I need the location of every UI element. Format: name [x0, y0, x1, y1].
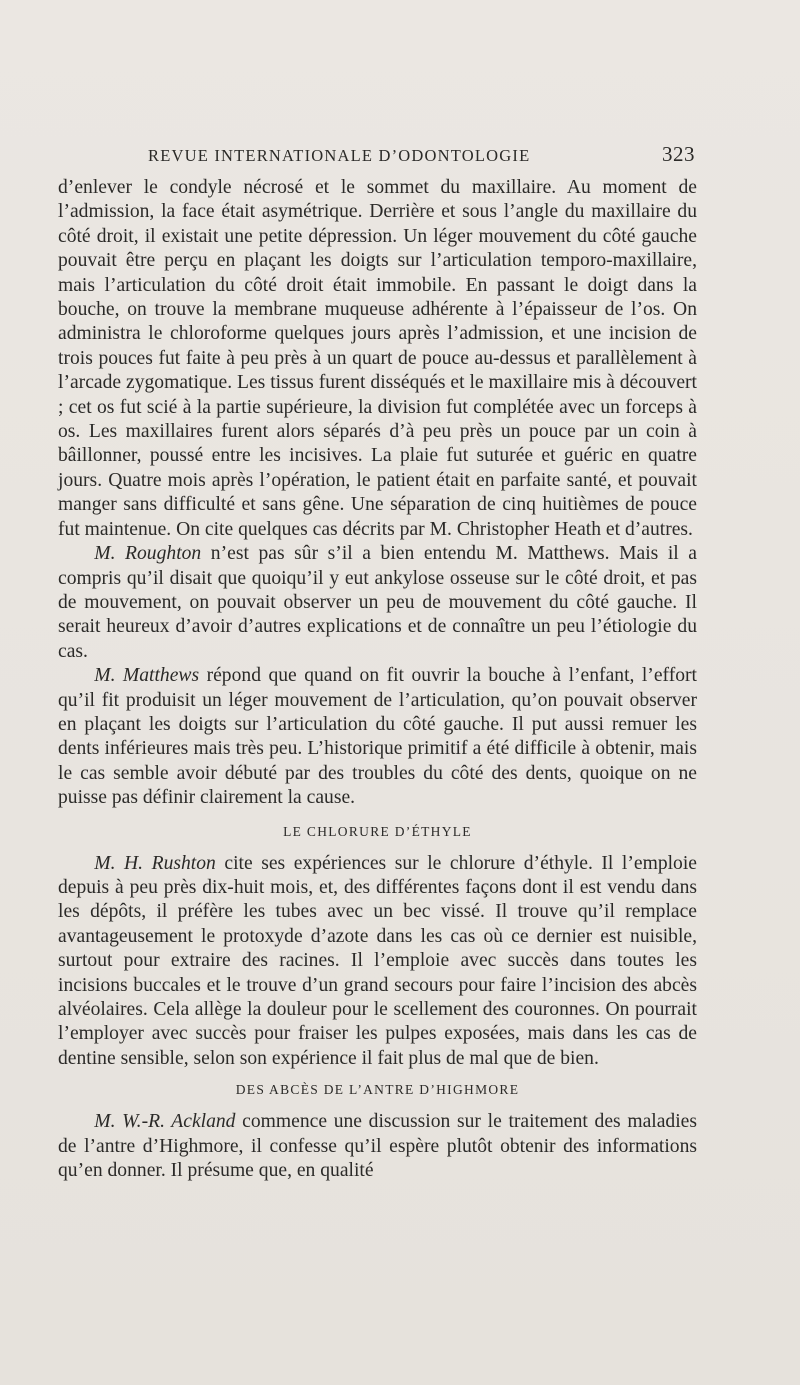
- speaker-name: M. H. Rushton: [94, 852, 216, 874]
- section-heading-chlorure: LE CHLORURE D’ÉTHYLE: [283, 823, 472, 839]
- running-head: [148, 142, 695, 170]
- paragraph-text: n’est pas sûr s’il a bien entendu M. Matthews. Mais il a compris qu’il disait que quoiqu’il y eut ankylose osseuse sur le côté droit, et pas de mouvement, on pouvait observer un peu de mouvement du côté gauche. Il serait heureux d’avoir d’autres explications et de connaître un peu l’étiologie du cas.: [58, 543, 697, 662]
- paragraph-text: cite ses expériences sur le chlorure d’éthyle. Il l’emploie depuis à peu près dix-huit mois, et, des différentes façons dont il est vendu dans les dépôts, il préfère les tubes avec un bec vissé. Il trouve qu’il remplace avantageusement le protoxyde d’azote dans les cas où ce dernier est nuisible, surtout pour extraire des racines. Il l’emploie avec succès dans toutes les incisions buccales et le trouve d’un grand secours pour faire l’incision des abcès alvéolaires. Cela allège la douleur pour le scellement des couronnes. On pourrait l’employer avec succès pour fraiser les pulpes exposées, mais dans les cas de dentine sensible, selon son expérience il fait plus de mal que de bien.: [58, 852, 697, 1069]
- body-text: [58, 176, 697, 1183]
- section-heading-abces: DES ABCÈS DE L’ANTRE D’HIGHMORE: [235, 1082, 520, 1098]
- speaker-name: M. W.-R. Ackland: [94, 1111, 236, 1133]
- paragraph-rushton: [58, 852, 697, 1072]
- journal-title: REVUE INTERNATIONALE D’ODONTOLOGIE: [148, 146, 531, 165]
- paragraph-matthews: [58, 664, 697, 810]
- page-number: 323: [662, 142, 695, 166]
- paragraph-text: répond que quand on fit ouvrir la bouche à l’enfant, l’effort qu’il fit produisit un léger mouvement de l’articulation, qu’on pouvait observer en plaçant les doigts sur l’articulation du côté gauche. Il put aussi remuer les dents inférieures mais très peu. L’historique primitif a été difficile à obtenir, mais le cas semble avoir débuté par des troubles du côté des dents, quoique on ne puisse pas définir clairement la cause.: [58, 665, 697, 809]
- paragraph-ackland: [58, 1110, 697, 1183]
- paragraph-continuation: d’enlever le condyle nécrosé et le sommet du maxillaire. Au moment de l’admission, la face était asymétrique. Derrière et sous l’angle du maxillaire du côté droit, il existait une petite dépression. Un léger mouvement du côté gauche pouvait être perçu en plaçant les doigts sur l’articulation temporo-maxillaire, mais l’articulation du côté droit était immobile. En passant le doigt dans la bouche, on trouve la membrane muqueuse adhérente à l’épaisseur de l’os. On administra le chloroforme quelques jours après l’admission, et une incision de trois pouces fut faite à peu près à un quart de pouce au-dessus et parallèlement à l’arcade zygomatique. Les tissus furent disséqués et le maxillaire mis à découvert ; cet os fut scié à la partie supérieure, la division fut complétée avec un forceps à os. Les maxillaires furent alors séparés d’à peu près un pouce par un coin à bâillonner, poussé entre les incisives. La plaie fut suturée et guéric en quatre jours. Quatre mois après l’opération, le patient était en parfaite santé, et pouvait manger sans difficulté et sans gêne. Une séparation de cinq huitièmes de pouce fut maintenue. On cite quelques cas décrits par M. Christopher Heath et d’autres.: [58, 177, 697, 540]
- paragraph-roughton: [58, 542, 697, 664]
- paragraph-text: commence une discussion sur le traitement des maladies de l’antre d’Highmore, il confesse qu’il espère plutôt obtenir des informations qu’en donner. Il présume que, en qualité: [58, 1111, 697, 1182]
- speaker-name: M. Matthews: [94, 665, 200, 687]
- speaker-name: M. Roughton: [94, 543, 202, 565]
